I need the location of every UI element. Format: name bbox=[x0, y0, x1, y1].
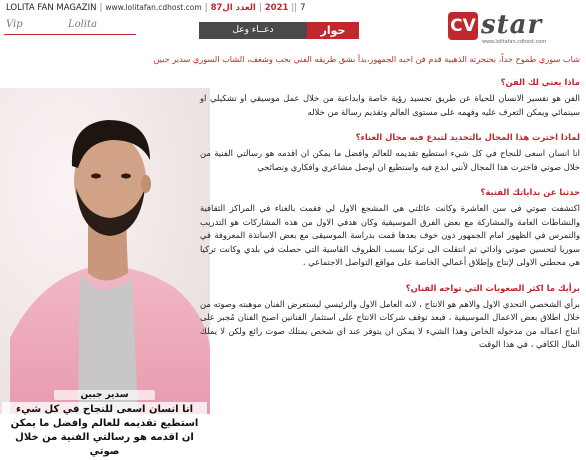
question-2: لماذا اخترت هذا المجال بالتحديد لتبدع فيه مجال الغناء؟ bbox=[355, 132, 580, 142]
author-name: دعــاء وعل bbox=[199, 22, 307, 39]
cvstar-logo bbox=[448, 10, 580, 44]
vip-label: Vip bbox=[6, 19, 23, 30]
question-3: حدثنا عن بداياتك الفنية؟ bbox=[480, 187, 580, 197]
page-number: 7 bbox=[300, 3, 306, 13]
logo-cv: CV bbox=[448, 12, 478, 40]
photo-caption bbox=[2, 390, 207, 460]
answer-1: الفن هو تفسير الانسان للحياة عن طريق تجسيد رؤية خاصة وابداعية من خلال عمل موسيقي او تشكيلي او سينمائي ويمكن التعرف عليه وفهمه على مستوى العالم وتقديم رسالة من خلاله bbox=[200, 93, 580, 117]
answer-3: اكتشفت صوتي في سن العاشرة وكانت عائلتي هي المشجع الاول لي فقمت بالغناء في المراكز الثقافية والنشاطات العامة والمشاركة مع بعض الفرق الموسيقية وكان هدفي الاول من هذه المشاركات هو التدريب والتمرس في الظهور امام الجمهور دون خوف بعدها قمت بدراسة الموسيقى مع بعض الاساتذة المعروفة في سوريا لتحسين صوتي وادائي ثم انتقلت الى تركيا بسبب الظروف القاسية التي حصلت في بلدي وكانت تركيا هي محطتي الاولى لإنتاج وإطلاق أعمالي الخاصة على مواقع التواصل الاجتماعي . bbox=[200, 203, 580, 267]
singer-portrait-illustration bbox=[0, 88, 210, 414]
answer-4: برأي الشخصي التحدي الاول والاهم هو الانتاج ، لانه العامل الاول والرئيسي ليستعرض الفنان موهبته وصوته من خلال اطلاق بعض الاعمال الموسيقية ، فبعد توقف شركات الانتاج على استثمار الفنانين اصبح الفنان مُجبر على انتاج اعماله من مدخوله الخاص وهذا الشيء لا يمكن ان يتوفر عند اي شخص يمتلك صوت رائع ولكن لا يملك المال الكافي ، في هذا الوقت bbox=[200, 298, 580, 349]
question-4: برأيك ما اكثر الصعوبات التي تواجه الفنان؟ bbox=[405, 282, 580, 293]
header-strip bbox=[0, 0, 586, 45]
issue-year: 2021 bbox=[264, 3, 289, 13]
issue-number: العدد ال87 bbox=[210, 3, 256, 13]
issue-line: 7||2021|العدد ال87|LOLITA FAN MAGAZIN | www.lolitafan.cdhost.com bbox=[6, 3, 306, 13]
section-label: حوار bbox=[307, 22, 359, 39]
answer-2: انا انسان اسعى للنجاح في كل شيء استطيع تقديمه للعالم وافضل ما يمكن ان اقدمه هو رسالتي الفنية من خلال صوتي فاخترت هذا المجال لأنني ابدع فيه واستطيع ان اوصل مشاعري وافكاري ونصائحي bbox=[200, 148, 580, 172]
logo-star: star bbox=[481, 10, 543, 40]
caption-name: سدير جبين bbox=[54, 390, 155, 400]
lolita-label: Lolita bbox=[68, 19, 98, 30]
interview-column bbox=[200, 76, 580, 414]
magazine-name: LOLITA FAN MAGAZIN bbox=[6, 3, 97, 13]
article-intro: شاب سوري طموح جداً، بحنجرته الذهبية قدم فن احبه الجمهور،بدأ بشق طريقه الفني بحب وشغف، الشاب السوري سدير جبين bbox=[153, 54, 580, 64]
singer-photo bbox=[0, 88, 210, 457]
vip-lolita-line bbox=[4, 18, 136, 35]
caption-quote: انا انسان اسعى للنجاح في كل شيء استطيع تقديمه للعالم وافضل ما يمكن ان اقدمه هو رسالتي الفنية من خلال صوتي bbox=[2, 402, 207, 460]
section-banner bbox=[199, 22, 359, 39]
website-link[interactable]: www.lolitafan.cdhost.com bbox=[105, 3, 202, 12]
question-1: ماذا يعني لك الفن؟ bbox=[500, 77, 580, 87]
logo-site: www.lolitafan.cdhost.com bbox=[482, 39, 547, 45]
